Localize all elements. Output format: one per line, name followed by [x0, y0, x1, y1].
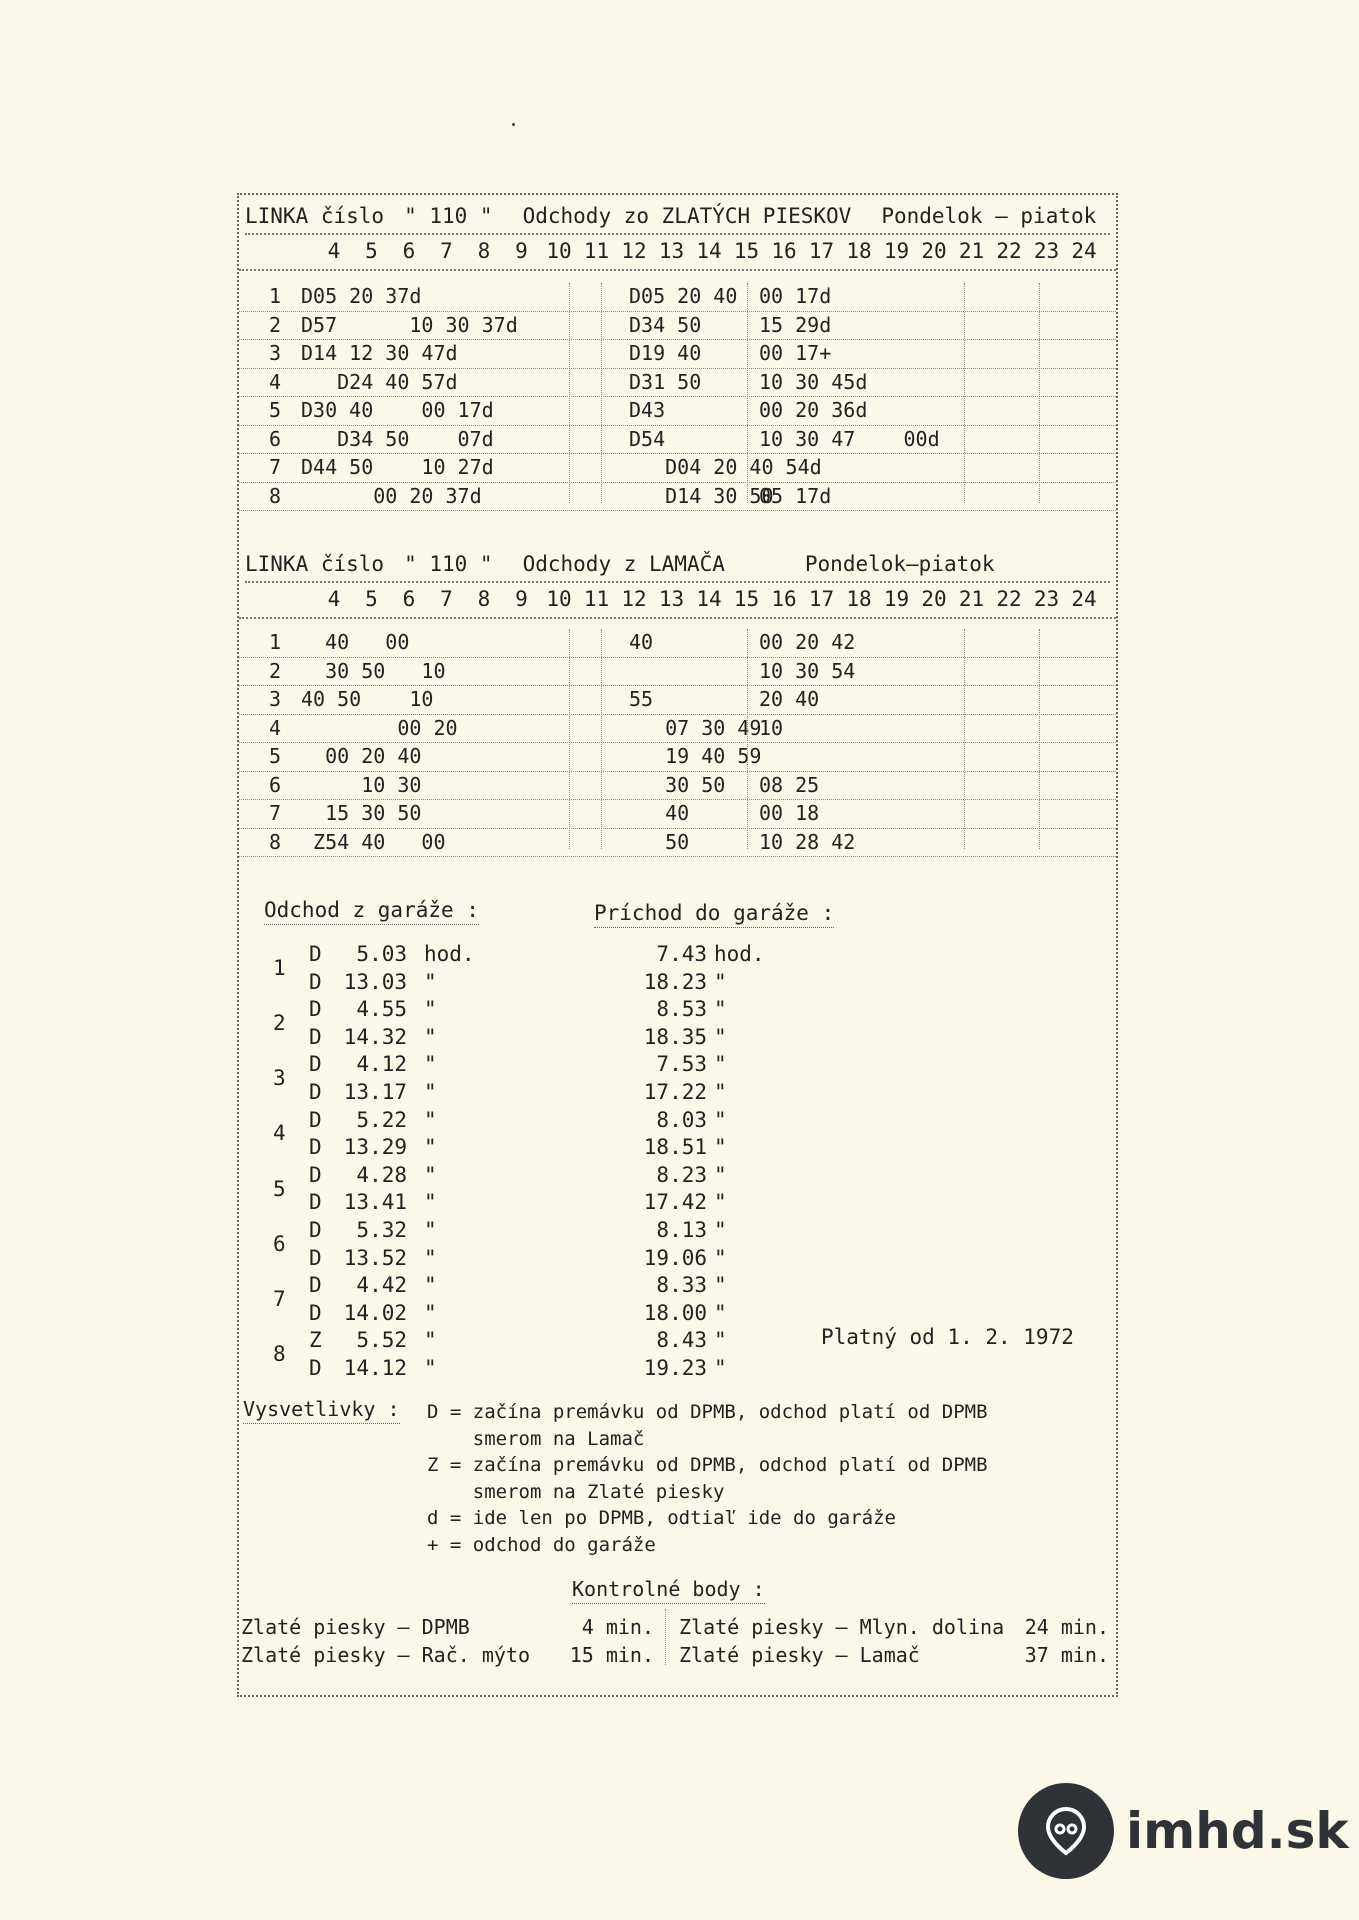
hour-label: 4: [327, 239, 341, 263]
hour-label: 11: [583, 239, 610, 263]
departures-morning: D44 50 10 27d: [301, 455, 494, 479]
garage-out-unit: ": [424, 1300, 437, 1325]
hour-label: 7: [440, 239, 453, 263]
garage-in-unit: ": [714, 1162, 727, 1187]
garage-in-title: Príchod do garáže :: [594, 901, 834, 925]
hour-label: 17: [808, 587, 835, 611]
departures-afternoon: 00 20 36d: [759, 398, 868, 422]
garage-out-unit: ": [424, 1135, 437, 1160]
hour-label: 9: [515, 587, 528, 611]
hour-label: 9: [515, 239, 528, 263]
row-number: 5: [269, 744, 282, 768]
control-title: Kontrolné body :: [572, 1577, 765, 1601]
section-header: [245, 547, 1110, 583]
garage-in-unit: ": [714, 1245, 727, 1270]
departure-row: [239, 629, 1116, 658]
departures-morning: 15 30 50: [301, 801, 422, 825]
garage-out-time: 5.22: [356, 1107, 407, 1132]
departures-morning: 00 20 37d: [301, 483, 482, 508]
hour-header: [239, 583, 1116, 619]
hour-label: 15: [733, 239, 760, 263]
departures-midday: D14 30 50: [629, 483, 774, 508]
hour-label: 19: [883, 239, 910, 263]
hour-label: 8: [477, 587, 491, 611]
column-divider: [964, 629, 965, 849]
departures-afternoon: 15 29d: [759, 312, 832, 337]
departures-midday: 30 50: [629, 772, 726, 797]
garage-in-unit: ": [714, 1052, 727, 1077]
garage-out-unit: ": [424, 1080, 437, 1104]
hour-label: 22: [996, 239, 1022, 263]
garage-out-time: 13.52: [343, 1245, 407, 1270]
garage-type: D: [309, 1024, 322, 1049]
garage-bus-number: 2: [273, 1011, 286, 1035]
garage-type: D: [309, 1107, 322, 1132]
legend-line: smerom na Zlaté piesky: [427, 1480, 725, 1503]
column-divider: [601, 629, 602, 849]
garage-in-time: 8.13: [656, 1218, 707, 1242]
hour-label: 6: [402, 239, 416, 263]
garage-bus-number: 6: [273, 1231, 286, 1256]
departures-midday: D54: [629, 426, 666, 451]
row-number: 3: [269, 341, 282, 365]
row-number: 1: [269, 630, 282, 654]
column-divider: [569, 283, 570, 503]
hour-label: 6: [402, 587, 416, 611]
legend-line: smerom na Lamač: [427, 1427, 645, 1450]
departure-row: [239, 743, 1116, 772]
garage-out-unit: ": [424, 1052, 437, 1077]
garage-in-time: 18.35: [643, 1024, 707, 1049]
departures-afternoon: 00 18: [759, 801, 820, 825]
control-route: Zlaté piesky – Lamač: [679, 1643, 920, 1667]
departures-morning: D14 12 30 47d: [301, 341, 458, 365]
control-time: 15 min.: [569, 1643, 654, 1667]
row-number: 8: [269, 829, 282, 854]
row-number: 5: [269, 398, 282, 422]
departures-midday: D04 20 40 54d: [629, 455, 822, 479]
departures-morning: 10 30: [301, 772, 422, 797]
departures-afternoon: 00 17d: [759, 284, 832, 308]
departures-afternoon: 20 40: [759, 687, 820, 711]
departures-midday: 19 40 59: [629, 744, 762, 768]
hour-label: 4: [327, 587, 341, 611]
garage-in-time: 8.53: [656, 997, 707, 1022]
departures-midday: 40: [629, 801, 690, 825]
garage-out-unit: ": [424, 1024, 437, 1049]
garage-out-unit: ": [424, 997, 437, 1022]
column-divider: [747, 629, 748, 849]
garage-in-unit: ": [714, 1190, 727, 1215]
departure-row: [239, 397, 1116, 426]
hour-label: 13: [658, 239, 685, 263]
control-route: Zlaté piesky – DPMB: [241, 1615, 470, 1639]
row-number: 7: [269, 455, 282, 479]
garage-in-unit: ": [714, 1356, 727, 1380]
hour-label: 5: [365, 239, 378, 263]
row-number: 4: [269, 715, 282, 740]
garage-in-unit: hod.: [714, 942, 765, 966]
departure-rows: [239, 629, 1116, 857]
garage-out-unit: ": [424, 1328, 437, 1353]
departure-row: [239, 658, 1116, 687]
garage-bus-number: 1: [273, 955, 286, 980]
departures-afternoon: 00 17+: [759, 341, 832, 365]
garage-in-time: 18.00: [643, 1300, 707, 1325]
garage-in-unit: ": [714, 1300, 727, 1325]
hour-label: 21: [958, 587, 985, 611]
hour-label: 18: [846, 587, 872, 611]
garage-in-unit: ": [714, 1135, 727, 1160]
garage-in-time: 18.51: [643, 1135, 707, 1160]
hour-label: 7: [440, 587, 453, 611]
garage-out-time: 13.41: [343, 1190, 407, 1215]
departures-midday: 07 30 49: [629, 715, 762, 740]
garage-out-unit: hod.: [424, 942, 475, 966]
departures-afternoon: 05 17d: [759, 483, 832, 508]
hour-label: 23: [1033, 587, 1060, 611]
row-number: 4: [269, 369, 282, 394]
line-number: " 110 ": [404, 204, 493, 228]
garage-out-unit: ": [424, 1162, 437, 1187]
days: Pondelok–piatok: [804, 552, 995, 576]
departures-midday: D43: [629, 398, 666, 422]
column-divider: [964, 283, 965, 503]
garage-bus-number: 4: [273, 1121, 286, 1146]
departures-morning: D05 20 37d: [301, 284, 422, 308]
garage-bus-number: 7: [273, 1287, 286, 1311]
departure-rows: [239, 283, 1116, 511]
control-time: 4 min.: [581, 1615, 654, 1639]
legend-title: Vysvetlivky :: [243, 1397, 400, 1421]
departures-afternoon: 10 30 45d: [759, 369, 868, 394]
valid-from: Platný od 1. 2. 1972: [821, 1325, 1074, 1349]
garage-type: D: [309, 1300, 322, 1325]
garage-bus-number: 3: [273, 1066, 286, 1091]
departures-afternoon: 10: [759, 715, 784, 740]
garage-out-time: 5.32: [356, 1218, 407, 1242]
departures-afternoon: 08 25: [759, 772, 820, 797]
hour-label: 12: [621, 239, 647, 263]
hour-label: 19: [883, 587, 910, 611]
departures-morning: 40 00: [301, 630, 410, 654]
row-number: 2: [269, 312, 282, 337]
brand-logo: [1018, 1783, 1349, 1879]
hour-label: 22: [996, 587, 1022, 611]
garage-out-time: 13.17: [343, 1080, 407, 1104]
departures-afternoon: 10 30 47 00d: [759, 426, 940, 451]
departures-morning: 40 50 10: [301, 687, 434, 711]
garage-out-time: 14.02: [343, 1300, 407, 1325]
departures-morning: 30 50 10: [301, 658, 446, 683]
departure-row: [239, 426, 1116, 455]
control-divider: [665, 1609, 666, 1665]
garage-type: D: [309, 1273, 322, 1298]
line-label: LINKA číslo: [245, 204, 385, 228]
garage-in-time: 8.23: [656, 1162, 707, 1187]
hour-label: 24: [1071, 587, 1097, 611]
garage-out-time: 4.55: [356, 997, 407, 1022]
departures-midday: D34 50: [629, 312, 702, 337]
garage-in-time: 8.03: [656, 1107, 707, 1132]
garage-in-time: 8.43: [656, 1328, 707, 1353]
garage-in-time: 7.43: [656, 942, 707, 966]
garage-type: D: [309, 1245, 322, 1270]
departure-row: [239, 312, 1116, 341]
control-route: Zlaté piesky – Rač. mýto: [241, 1643, 530, 1667]
departures-midday: D31 50: [629, 369, 702, 394]
departures-morning: D30 40 00 17d: [301, 398, 494, 422]
garage-in-time: 17.42: [643, 1190, 707, 1215]
row-number: 7: [269, 801, 282, 825]
hour-label: 8: [477, 239, 491, 263]
garage-out-time: 5.52: [356, 1328, 407, 1353]
departure-row: [239, 483, 1116, 512]
legend-line: + = odchod do garáže: [427, 1533, 656, 1556]
direction: Odchody zo ZLATÝCH PIESKOV: [522, 204, 852, 228]
hour-label: 12: [621, 587, 647, 611]
column-divider: [747, 283, 748, 503]
garage-in-unit: ": [714, 969, 727, 994]
garage-type: D: [309, 1218, 322, 1242]
departure-row: [239, 772, 1116, 801]
garage-out-unit: ": [424, 1107, 437, 1132]
garage-bus-number: 5: [273, 1176, 286, 1201]
hour-label: 24: [1071, 239, 1097, 263]
direction: Odchody z LAMAČA: [522, 552, 725, 576]
garage-in-unit: ": [714, 1218, 727, 1242]
row-number: 1: [269, 284, 282, 308]
garage-out-time: 5.03: [356, 942, 407, 966]
garage-type: D: [309, 1080, 322, 1104]
departure-row: [239, 715, 1116, 744]
departures-morning: Z54 40 00: [301, 829, 446, 854]
garage-type: Z: [309, 1328, 322, 1353]
garage-in-time: 19.06: [643, 1245, 707, 1270]
garage-out-unit: ": [424, 1218, 437, 1242]
departures-midday: D19 40: [629, 341, 702, 365]
garage-out-unit: ": [424, 969, 437, 994]
hour-label: 11: [583, 587, 610, 611]
garage-out-time: 14.32: [343, 1024, 407, 1049]
departures-midday: D05 20 40: [629, 284, 738, 308]
departures-midday: 55: [629, 687, 654, 711]
control-time: 24 min.: [1024, 1615, 1109, 1639]
garage-out-unit: ": [424, 1190, 437, 1215]
line-label: LINKA číslo: [245, 552, 385, 576]
garage-bus-number: 8: [273, 1342, 286, 1367]
row-number: 3: [269, 687, 282, 711]
garage-out-time: 4.12: [356, 1052, 407, 1077]
hour-label: 20: [921, 239, 947, 263]
days: Pondelok – piatok: [881, 204, 1097, 228]
departure-row: [239, 340, 1116, 369]
departures-morning: 00 20 40: [301, 744, 422, 768]
departures-morning: D24 40 57d: [301, 369, 458, 394]
departures-midday: 50: [629, 829, 690, 854]
hour-label: 20: [921, 587, 947, 611]
row-number: 8: [269, 483, 282, 508]
departure-row: [239, 800, 1116, 829]
departures-morning: D34 50 07d: [301, 426, 494, 451]
column-divider: [601, 283, 602, 503]
hour-label: 15: [733, 587, 760, 611]
departures-afternoon: 10 30 54: [759, 658, 856, 683]
hour-label: 17: [808, 239, 835, 263]
departure-row: [239, 829, 1116, 858]
hour-label: 13: [658, 587, 685, 611]
garage-in-unit: ": [714, 1273, 727, 1298]
legend-line: d = ide len po DPMB, odtiaľ ide do garáže: [427, 1507, 896, 1529]
hour-label: 14: [696, 587, 722, 611]
speck: [512, 123, 515, 126]
garage-out-unit: ": [424, 1245, 437, 1270]
garage-out-time: 4.42: [356, 1273, 407, 1298]
hour-header: [239, 235, 1116, 271]
garage-in-time: 17.22: [643, 1080, 707, 1104]
garage-type: D: [309, 969, 322, 994]
control-route: Zlaté piesky – Mlyn. dolina: [679, 1615, 1005, 1639]
garage-in-time: 7.53: [656, 1052, 707, 1077]
garage-type: D: [309, 1190, 322, 1215]
garage-in-unit: ": [714, 1107, 727, 1132]
departure-row: [239, 369, 1116, 398]
garage-in-time: 19.23: [643, 1356, 707, 1380]
legend-line: D = začína premávku od DPMB, odchod platí od DPMB: [427, 1401, 988, 1423]
brand-name: imhd.sk: [1126, 1802, 1349, 1860]
garage-out-unit: ": [424, 1356, 437, 1380]
garage-out-time: 14.12: [343, 1356, 407, 1380]
garage-in-time: 8.33: [656, 1273, 707, 1298]
column-divider: [569, 629, 570, 849]
section-header: [245, 199, 1110, 235]
timetable-sheet: [237, 193, 1118, 1697]
row-number: 2: [269, 658, 282, 683]
garage-in-unit: ": [714, 1328, 727, 1353]
garage-out-time: 4.28: [356, 1162, 407, 1187]
hour-label: 14: [696, 239, 722, 263]
hour-label: 16: [771, 239, 797, 263]
garage-out-unit: ": [424, 1273, 437, 1298]
departures-midday: 40: [629, 630, 654, 654]
garage-out-time: 13.29: [343, 1135, 407, 1160]
garage-type: D: [309, 1052, 322, 1077]
garage-type: D: [309, 997, 322, 1022]
garage-type: D: [309, 1356, 322, 1380]
garage-out-title: Odchod z garáže :: [264, 898, 479, 922]
garage-in-unit: ": [714, 1080, 727, 1104]
departure-row: [239, 283, 1116, 312]
departure-row: [239, 686, 1116, 715]
legend-line: Z = začína premávku od DPMB, odchod platí od DPMB: [427, 1454, 988, 1476]
garage-in-unit: ": [714, 997, 727, 1022]
column-divider: [1039, 629, 1040, 849]
control-time: 37 min.: [1024, 1643, 1109, 1667]
hour-label: 10: [546, 587, 572, 611]
hour-label: 5: [365, 587, 378, 611]
garage-in-unit: ": [714, 1024, 727, 1049]
hour-label: 10: [546, 239, 572, 263]
column-divider: [1039, 283, 1040, 503]
departure-row: [239, 454, 1116, 483]
hour-label: 16: [771, 587, 797, 611]
departures-morning: 00 20: [301, 715, 458, 740]
row-number: 6: [269, 772, 282, 797]
line-number: " 110 ": [404, 552, 493, 576]
departures-morning: D57 10 30 37d: [301, 312, 518, 337]
map-pin-icon: [1018, 1783, 1114, 1879]
departures-afternoon: 10 28 42: [759, 829, 856, 854]
garage-in-time: 18.23: [643, 969, 707, 994]
garage-out-time: 13.03: [343, 969, 407, 994]
hour-label: 18: [846, 239, 872, 263]
hour-label: 23: [1033, 239, 1060, 263]
hour-label: 21: [958, 239, 985, 263]
garage-type: D: [309, 942, 322, 966]
departures-afternoon: 00 20 42: [759, 630, 856, 654]
garage-type: D: [309, 1135, 322, 1160]
garage-type: D: [309, 1162, 322, 1187]
row-number: 6: [269, 426, 282, 451]
